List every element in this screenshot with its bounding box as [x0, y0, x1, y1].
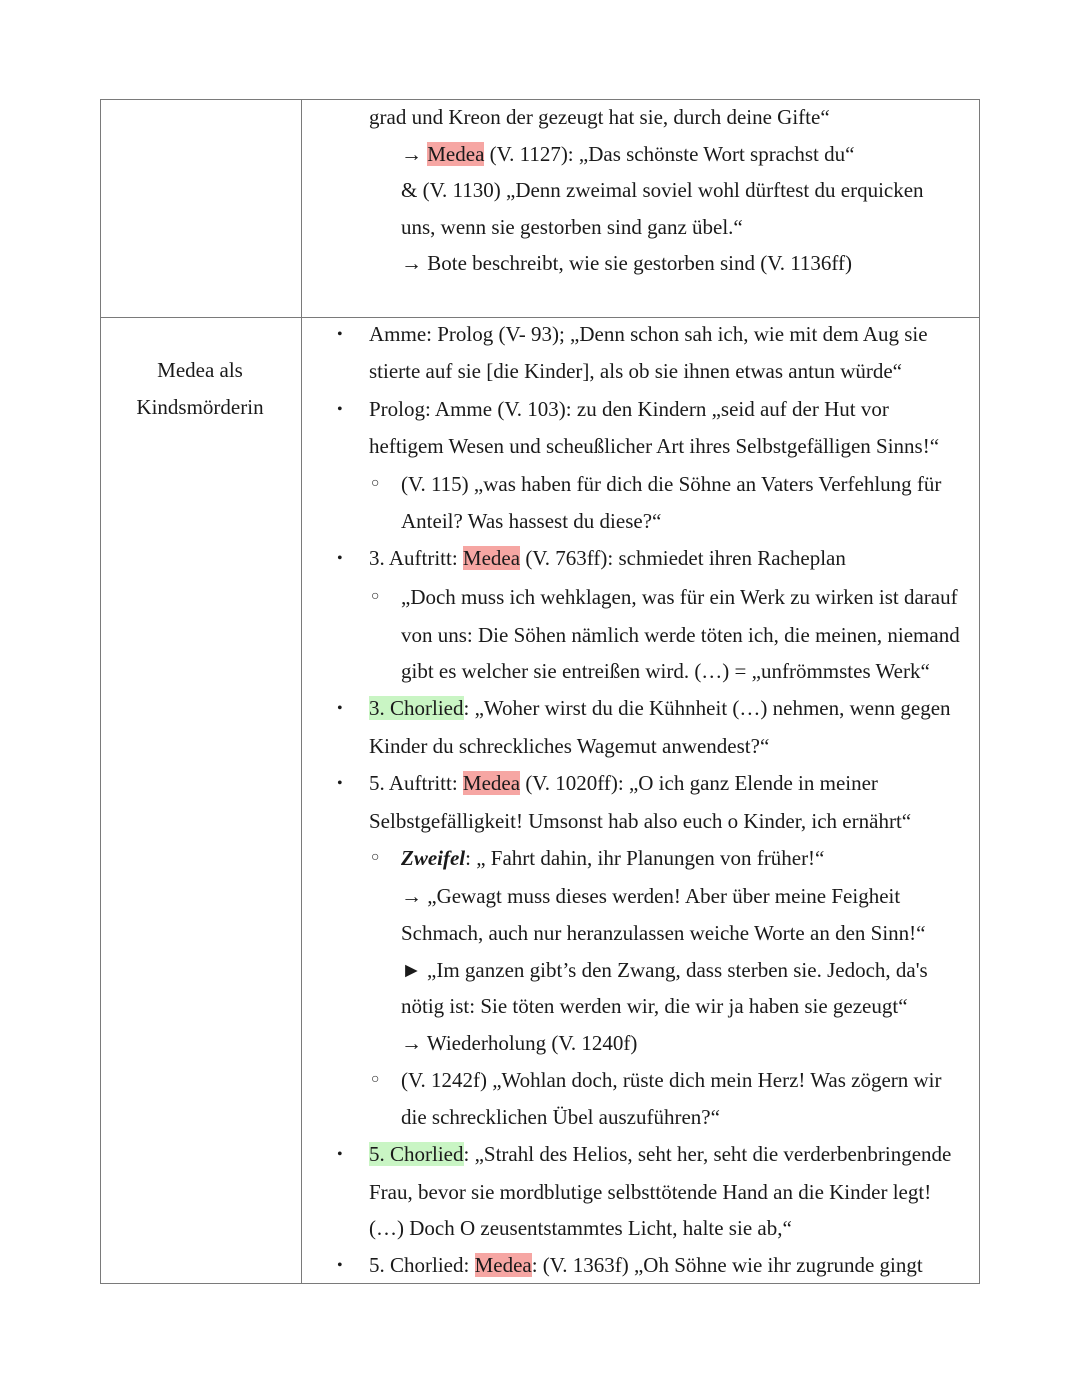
chorlied-highlight: 5. Chorlied: [369, 1142, 464, 1166]
row2-line: → „Gewagt muss dieses werden! Aber über meine Feigheit: [401, 884, 901, 908]
row2-line: gibt es welcher sie entreißen wird. (…) = „unfrömmstes Werk“: [401, 659, 930, 683]
bullet: •: [337, 550, 343, 567]
row1-line-4: uns, wenn sie gestorben sind ganz übel.“: [401, 215, 743, 239]
bullet: •: [337, 326, 343, 343]
row2-line: Kinder du schreckliches Wagemut anwendest?“: [369, 734, 770, 758]
row2-line: heftigem Wesen und scheußlicher Art ihres Selbstgefälligen Sinns!“: [369, 434, 940, 458]
row2-line: von uns: Die Söhen nämlich werde töten ich, die meinen, niemand: [401, 623, 960, 647]
row1-line-2: → Medea (V. 1127): „Das schönste Wort sprachst du“: [401, 142, 855, 166]
chorlied-highlight: 3. Chorlied: [369, 696, 464, 720]
bullet: •: [337, 1146, 343, 1163]
sub-bullet: ○: [371, 476, 380, 491]
row2-line: 3. Chorlied: „Woher wirst du die Kühnheit (…) nehmen, wenn gegen: [369, 696, 951, 720]
row2-line: Amme: Prolog (V- 93); „Denn schon sah ich, wie mit dem Aug sie: [369, 322, 928, 346]
sub-bullet: ○: [371, 1072, 380, 1087]
row2-line: nötig ist: Sie töten werden wir, die wir ja haben sie gezeugt“: [401, 994, 908, 1018]
row2-line: 3. Auftritt: Medea (V. 763ff): schmiedet ihren Racheplan: [369, 546, 846, 570]
bullet: •: [337, 700, 343, 717]
row2-line: stierte auf sie [die Kinder], als ob sie ihnen etwas antun würde“: [369, 359, 902, 383]
row1-line-5: → Bote beschreibt, wie sie gestorben sind (V. 1136ff): [401, 251, 853, 275]
row2-line: Selbstgefälligkeit! Umsonst hab also euch o Kinder, ich ernährt“: [369, 809, 912, 833]
row2-line: → Wiederholung (V. 1240f): [401, 1031, 638, 1055]
row2-line: die schrecklichen Übel auszuführen?“: [401, 1105, 720, 1129]
row2-line: 5. Chorlied: Medea: (V. 1363f) „Oh Söhne wie ihr zugrunde gingt: [369, 1253, 923, 1277]
row2-line: (V. 1242f) „Wohlan doch, rüste dich mein Herz! Was zögern wir: [401, 1068, 942, 1092]
row1-line-3: & (V. 1130) „Denn zweimal soviel wohl dürftest du erquicken: [401, 178, 924, 202]
row2-line: ► „Im ganzen gibt’s den Zwang, dass sterben sie. Jedoch, da's: [401, 958, 928, 982]
column-divider: [301, 100, 302, 1283]
row2-line: (…) Doch O zeusentstammtes Licht, halte sie ab,“: [369, 1216, 792, 1240]
medea-highlight: Medea: [462, 771, 521, 795]
bullet: •: [337, 1257, 343, 1274]
bullet: •: [337, 775, 343, 792]
row2-label-line-1: Medea als: [157, 358, 243, 382]
row2-line: Schmach, auch nur heranzulassen weiche Worte an den Sinn!“: [401, 921, 926, 945]
zweifel-emphasis: Zweifel: [401, 846, 466, 870]
row2-line: 5. Chorlied: „Strahl des Helios, seht her, seht die verderbenbringende: [369, 1142, 952, 1166]
medea-highlight: Medea: [462, 546, 521, 570]
row2-label-line-2: Kindsmörderin: [136, 395, 264, 419]
row2-line: Anteil? Was hassest du diese?“: [401, 509, 662, 533]
medea-highlight: Medea: [474, 1253, 532, 1277]
row-divider: [101, 317, 979, 318]
row2-line: (V. 115) „was haben für dich die Söhne an Vaters Verfehlung für: [401, 472, 942, 496]
medea-highlight: Medea: [427, 142, 485, 166]
sub-bullet: ○: [371, 589, 380, 604]
row2-line: Zweifel: „ Fahrt dahin, ihr Planungen von früher!“: [401, 846, 825, 870]
bullet: •: [337, 401, 343, 418]
row2-line: 5. Auftritt: Medea (V. 1020ff): „O ich ganz Elende in meiner: [369, 771, 878, 795]
row2-line: Frau, bevor sie mordblutige selbsttötende Hand an die Kinder legt!: [369, 1180, 932, 1204]
sub-bullet: ○: [371, 850, 380, 865]
row2-line: „Doch muss ich wehklagen, was für ein Werk zu wirken ist darauf: [401, 585, 958, 609]
row2-line: Prolog: Amme (V. 103): zu den Kindern „seid auf der Hut vor: [369, 397, 889, 421]
row1-line-1: grad und Kreon der gezeugt hat sie, durch deine Gifte“: [369, 105, 830, 129]
